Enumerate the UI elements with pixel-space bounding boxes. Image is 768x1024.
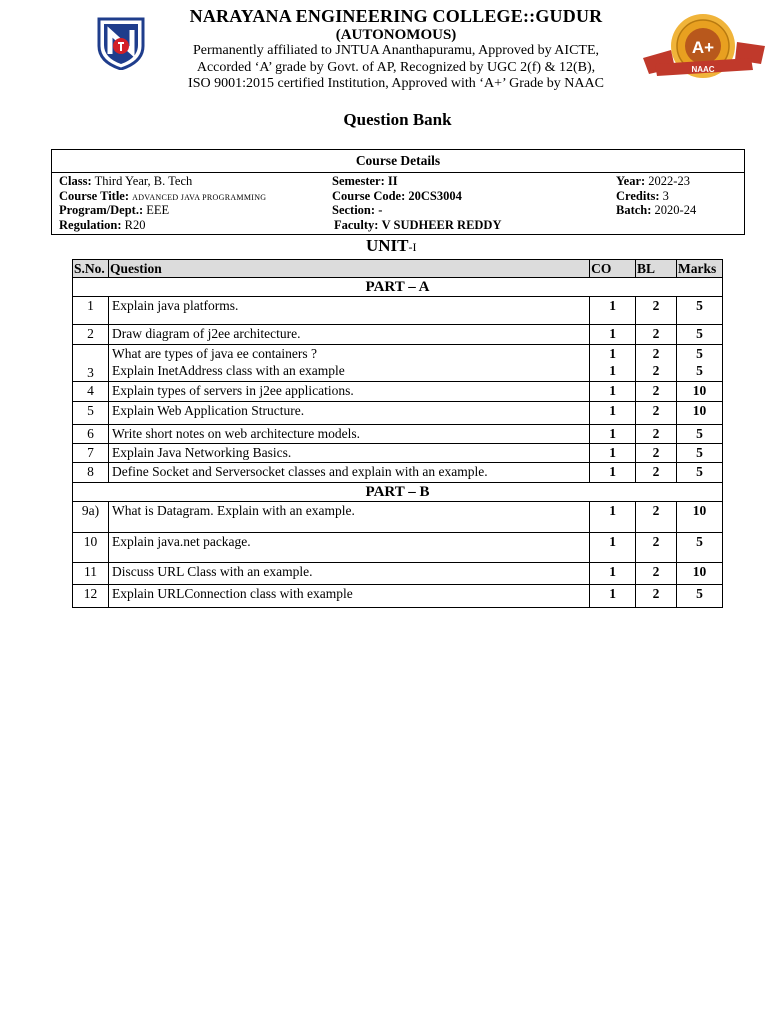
question-number: 3 (73, 345, 109, 382)
credits-value: 3 (662, 188, 669, 203)
table-row (73, 502, 723, 533)
bl-value-line: 2 (652, 534, 660, 549)
marks-value (676, 502, 722, 533)
bl-value (636, 345, 677, 382)
bl-value-line: 2 (652, 298, 660, 313)
marks-value-line: 5 (696, 426, 703, 441)
marks-value (676, 345, 722, 382)
co-value (590, 585, 636, 608)
table-row (73, 425, 723, 444)
question-text (108, 345, 589, 382)
question-text-line: Explain URLConnection class with example (111, 586, 353, 601)
co-value-line: 1 (609, 534, 616, 549)
question-number: 7 (73, 444, 109, 463)
co-value (590, 325, 636, 345)
question-number: 4 (73, 382, 109, 402)
bl-value-line: 2 (652, 426, 660, 441)
marks-value-line: 10 (692, 503, 707, 518)
table-row (73, 563, 723, 585)
question-text (108, 382, 589, 402)
col-sno-header: S.No. (73, 260, 109, 278)
bl-value-line: 2 (652, 445, 660, 460)
faculty-field (334, 218, 502, 233)
table-row (73, 297, 723, 325)
credits-field (616, 189, 669, 204)
question-text-line: Explain java.net package. (111, 534, 251, 549)
batch-label: Batch: (616, 203, 652, 217)
question-text-line: What are types of java ee containers ? (111, 346, 318, 361)
question-text (108, 402, 589, 425)
question-text (108, 297, 589, 325)
question-number: 6 (73, 425, 109, 444)
co-value-line: 1 (609, 445, 616, 460)
question-number: 9a) (73, 502, 109, 533)
table-row (73, 533, 723, 563)
regulation-label: Regulation: (59, 217, 122, 232)
batch-value: 2020-24 (654, 203, 697, 217)
col-question-header: Question (108, 260, 589, 278)
class-label: Class: (59, 174, 92, 188)
marks-value-line: 5 (696, 298, 703, 313)
badge-grade: A+ (691, 38, 715, 57)
semester-value: II (387, 174, 398, 188)
college-logo (96, 16, 146, 70)
question-text (108, 533, 589, 563)
affiliation-text (150, 43, 642, 93)
co-value-line: 1 (609, 326, 616, 341)
co-value (590, 444, 636, 463)
question-table (72, 259, 723, 608)
marks-value (676, 444, 722, 463)
part-a-row (73, 278, 723, 297)
bl-value-line: 2 (652, 586, 660, 601)
faculty-value: V SUDHEER REDDY (381, 217, 502, 232)
co-value-line: 1 (609, 464, 616, 479)
course-details-box (51, 149, 745, 235)
question-text-line: Write short notes on web architecture models. (111, 426, 360, 441)
table-row (73, 382, 723, 402)
part-b-row (73, 483, 723, 502)
bl-value (636, 563, 677, 585)
question-text-line: Draw diagram of j2ee architecture. (111, 326, 301, 341)
bl-value (636, 463, 677, 483)
course-code-field (332, 189, 462, 204)
co-value-line: 1 (609, 298, 616, 313)
co-value (590, 502, 636, 533)
section-value: - (378, 203, 383, 217)
question-number: 2 (73, 325, 109, 345)
co-value-line: 1 (609, 503, 616, 518)
year-field (616, 174, 690, 189)
question-text (108, 585, 589, 608)
year-value: 2022-23 (648, 174, 690, 188)
bl-value-line: 2 (652, 403, 660, 418)
course-details-heading: Course Details (52, 150, 744, 173)
year-label: Year: (616, 174, 646, 188)
class-value: Third Year, B. Tech (94, 174, 193, 188)
college-name: NARAYANA ENGINEERING COLLEGE::GUDUR (189, 6, 603, 26)
table-row (73, 325, 723, 345)
question-text (108, 463, 589, 483)
course-code-label: Course Code: (332, 188, 406, 203)
marks-value-line: 5 (696, 326, 703, 341)
affiliation-line: Accorded ‘A’ grade by Govt. of AP, Recognized by UGC 2(f) & 12(B), (196, 59, 596, 75)
marks-value (676, 402, 722, 425)
co-value (590, 345, 636, 382)
badge-label: NAAC (691, 65, 715, 74)
marks-value-line: 5 (696, 445, 703, 460)
course-title-value: ADVANCED JAVA PROGRAMMING (132, 192, 267, 202)
col-bl-header: BL (636, 260, 677, 278)
unit-number: -I (408, 240, 417, 254)
bl-value (636, 533, 677, 563)
bl-value (636, 502, 677, 533)
marks-value (676, 463, 722, 483)
table-row (73, 463, 723, 483)
marks-value-line: 5 (696, 346, 703, 361)
semester-field (332, 174, 398, 189)
question-text (108, 502, 589, 533)
section-field (332, 203, 382, 218)
question-number: 5 (73, 402, 109, 425)
affiliation-line: ISO 9001:2015 certified Institution, Approved with ‘A+’ Grade by NAAC (188, 76, 604, 91)
bl-value (636, 402, 677, 425)
class-field (59, 174, 192, 189)
co-value-line: 1 (609, 346, 616, 361)
marks-value (676, 325, 722, 345)
marks-value-line: 5 (696, 464, 703, 479)
section-label: Section: (332, 203, 376, 217)
bl-value (636, 325, 677, 345)
co-value (590, 402, 636, 425)
bl-value-line: 2 (652, 564, 660, 579)
table-header-row (73, 260, 723, 278)
question-number: 8 (73, 463, 109, 483)
question-text-line: Define Socket and Serversocket classes and explain with an example. (111, 464, 488, 479)
marks-value-line: 5 (696, 363, 703, 378)
table-row (73, 444, 723, 463)
co-value-line: 1 (609, 363, 616, 378)
marks-value-line: 5 (696, 586, 703, 601)
document-title: Question Bank (343, 110, 452, 129)
co-value (590, 425, 636, 444)
marks-value-line: 10 (692, 564, 707, 579)
co-value-line: 1 (609, 383, 616, 398)
co-value (590, 382, 636, 402)
affiliation-line: Permanently affiliated to JNTUA Ananthapuramu, Approved by AICTE, (192, 43, 600, 58)
autonomous-label: (AUTONOMOUS) (335, 27, 457, 43)
bl-value (636, 425, 677, 444)
regulation-value: R20 (124, 217, 146, 232)
marks-value (676, 425, 722, 444)
part-a-row-label: PART – A (73, 278, 723, 297)
question-text-line: Explain java platforms. (111, 298, 239, 313)
marks-value-line: 10 (692, 403, 707, 418)
semester-label: Semester: (332, 174, 385, 188)
co-value (590, 463, 636, 483)
marks-value (676, 585, 722, 608)
col-marks-header: Marks (676, 260, 722, 278)
marks-value (676, 297, 722, 325)
bl-value-line: 2 (652, 383, 660, 398)
question-text-line: Explain types of servers in j2ee applications. (111, 383, 354, 398)
question-text (108, 563, 589, 585)
table-row (73, 345, 723, 382)
program-value: EEE (146, 203, 170, 217)
credits-label: Credits: (616, 188, 660, 203)
marks-value-line: 5 (696, 534, 703, 549)
marks-value (676, 533, 722, 563)
question-text-line: Explain InetAddress class with an example (111, 363, 345, 378)
question-text (108, 325, 589, 345)
co-value-line: 1 (609, 586, 616, 601)
bl-value (636, 382, 677, 402)
bl-value (636, 444, 677, 463)
program-field (59, 203, 169, 218)
question-number: 12 (73, 585, 109, 608)
course-code-value: 20CS3004 (408, 188, 462, 203)
question-text-line: Explain Java Networking Basics. (111, 445, 292, 460)
question-number: 10 (73, 533, 109, 563)
bl-value-line: 2 (652, 346, 660, 361)
co-value (590, 533, 636, 563)
faculty-label: Faculty: (334, 217, 379, 232)
bl-value-line: 2 (652, 464, 660, 479)
question-number: 11 (73, 563, 109, 585)
bl-value-line: 2 (652, 363, 660, 378)
unit-title (366, 236, 417, 256)
col-co-header: CO (590, 260, 636, 278)
bl-value-line: 2 (652, 326, 660, 341)
table-row (73, 585, 723, 608)
question-text (108, 444, 589, 463)
marks-value (676, 382, 722, 402)
bl-value-line: 2 (652, 503, 660, 518)
marks-value-line: 10 (692, 383, 707, 398)
regulation-field (59, 218, 145, 233)
question-text-line: What is Datagram. Explain with an example. (111, 503, 355, 518)
table-row (73, 402, 723, 425)
co-value (590, 563, 636, 585)
course-title-label: Course Title: (59, 188, 130, 203)
unit-label: UNIT (366, 236, 409, 255)
question-text-line: Explain Web Application Structure. (111, 403, 305, 418)
co-value-line: 1 (609, 403, 616, 418)
batch-field (616, 203, 696, 218)
question-text (108, 425, 589, 444)
co-value-line: 1 (609, 426, 616, 441)
bl-value (636, 297, 677, 325)
question-number: 1 (73, 297, 109, 325)
question-text-line: Discuss URL Class with an example. (111, 564, 313, 579)
program-label: Program/Dept.: (59, 203, 144, 217)
co-value (590, 297, 636, 325)
co-value-line: 1 (609, 564, 616, 579)
bl-value (636, 585, 677, 608)
marks-value (676, 563, 722, 585)
part-b-row-label: PART – B (73, 483, 723, 502)
naac-badge (641, 6, 767, 80)
